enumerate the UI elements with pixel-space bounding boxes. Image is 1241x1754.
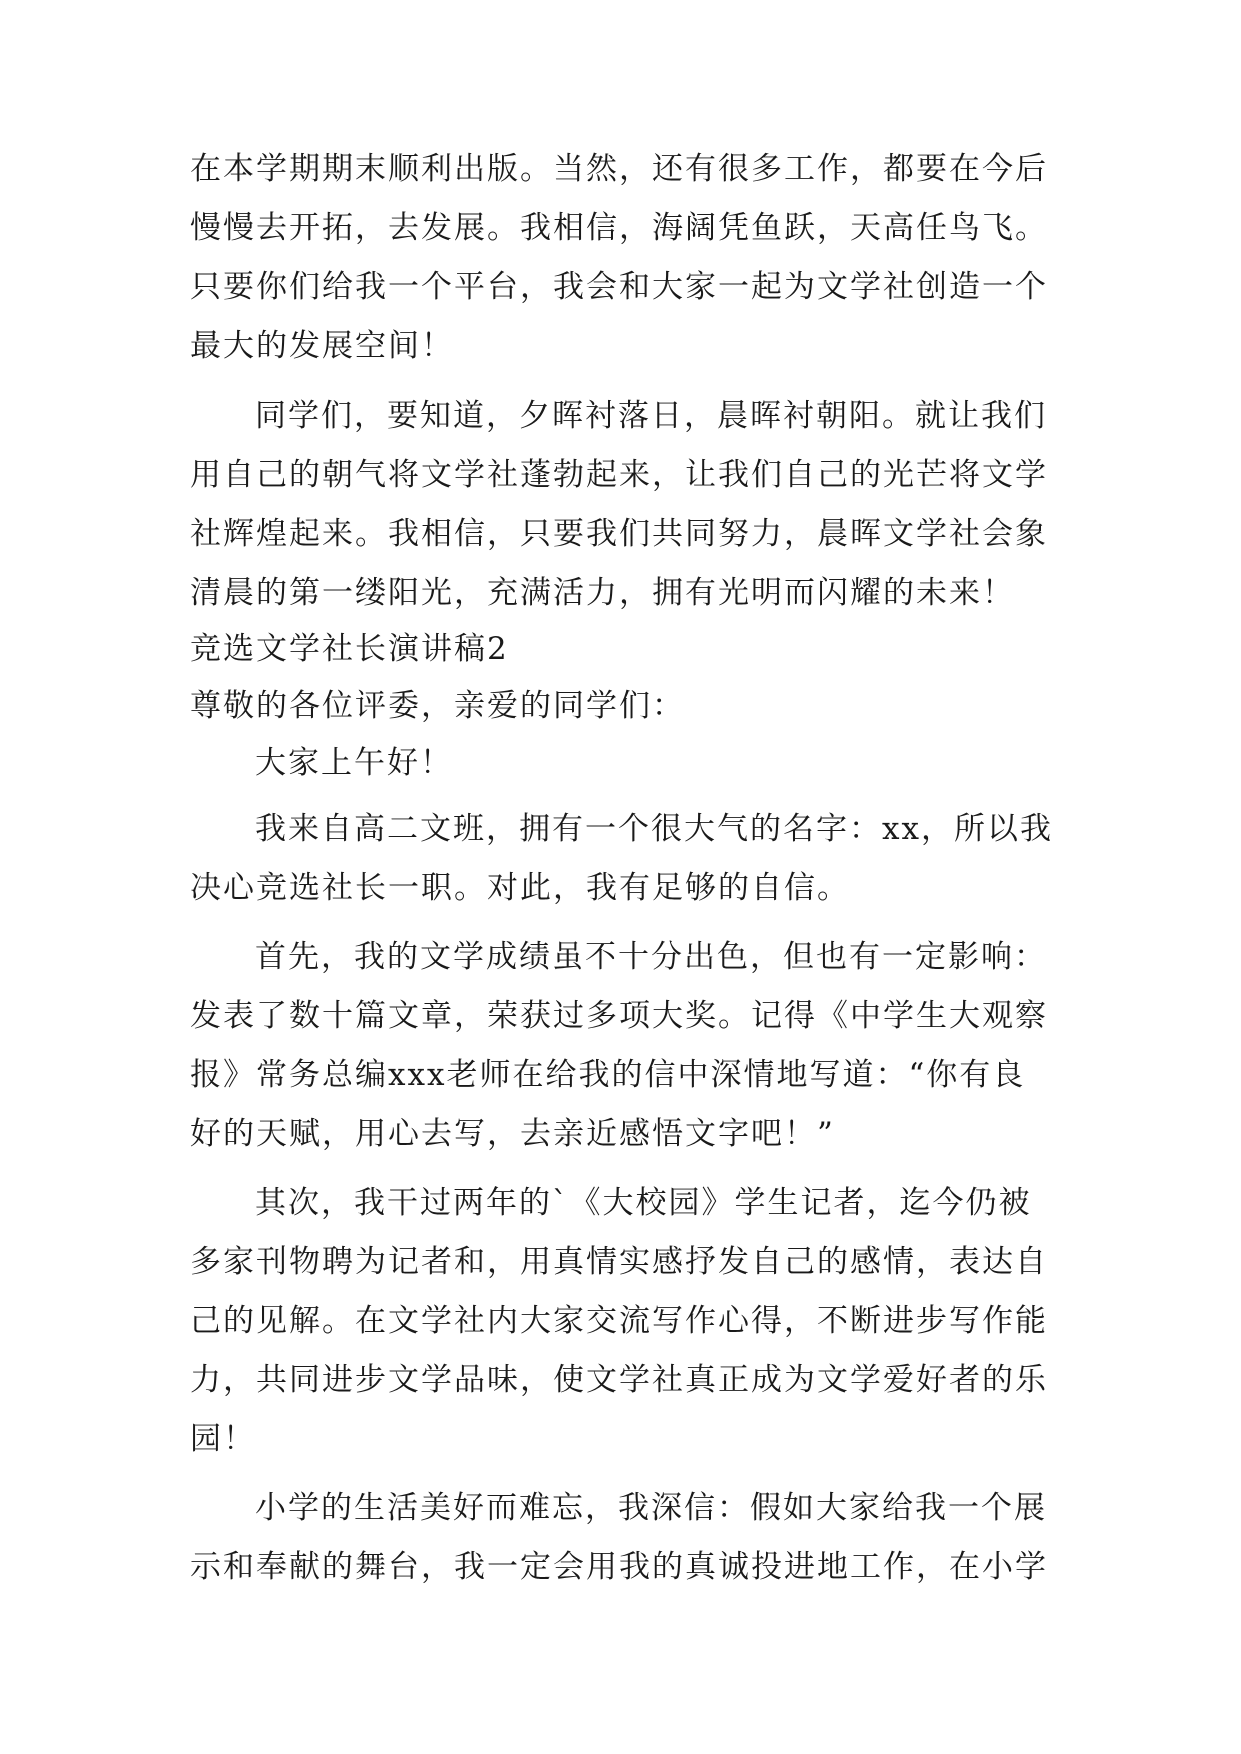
paragraph-start-line: 首先，我的文学成绩虽不十分出色，但也有一定影响： <box>255 939 1047 975</box>
text-line: 力，共同进步文学品味，使文学社真正成为文学爱好者的乐 <box>190 1362 1048 1398</box>
text-line: 发表了数十篇文章，荣获过多项大奖。记得《中学生大观察 <box>190 998 1048 1034</box>
text-line: 多家刊物聘为记者和，用真情实感抒发自己的感情，表达自 <box>190 1244 1048 1280</box>
text-line: 只要你们给我一个平台，我会和大家一起为文学社创造一个 <box>190 269 1048 305</box>
text-line: 园！ <box>190 1421 256 1457</box>
text-line: 报》常务总编xxx老师在给我的信中深情地写道：“你有良 <box>190 1057 1026 1093</box>
greeting: 大家上午好！ <box>255 745 453 781</box>
paragraph-start-line: 我来自高二文班，拥有一个很大气的名字：xx，所以我 <box>255 811 1053 847</box>
text-line: 示和奉献的舞台，我一定会用我的真诚投进地工作，在小学 <box>190 1549 1048 1585</box>
text-line: 清晨的第一缕阳光，充满活力，拥有光明而闪耀的未来！ <box>190 575 1015 611</box>
section-title: 竞选文学社长演讲稿2 <box>190 631 509 667</box>
text-line: 在本学期期末顺利出版。当然，还有很多工作，都要在今后 <box>190 151 1048 187</box>
salutation: 尊敬的各位评委，亲爱的同学们： <box>190 688 685 724</box>
text-line: 最大的发展空间！ <box>190 328 454 364</box>
paragraph-start-line: 小学的生活美好而难忘，我深信：假如大家给我一个展 <box>255 1490 1047 1526</box>
text-line: 己的见解。在文学社内大家交流写作心得，不断进步写作能 <box>190 1303 1048 1339</box>
text-line: 决心竞选社长一职。对此，我有足够的自信。 <box>190 870 850 906</box>
text-line: 用自己的朝气将文学社蓬勃起来，让我们自己的光芒将文学 <box>190 457 1048 493</box>
text-line: 社辉煌起来。我相信，只要我们共同努力，晨晖文学社会象 <box>190 516 1048 552</box>
paragraph-start-line: 同学们，要知道，夕晖衬落日，晨晖衬朝阳。就让我们 <box>255 398 1047 434</box>
paragraph-start-line: 其次，我干过两年的`《大校园》学生记者，迄今仍被 <box>255 1185 1032 1221</box>
text-line: 慢慢去开拓，去发展。我相信，海阔凭鱼跃，天高任鸟飞。 <box>190 210 1048 246</box>
text-line: 好的天赋，用心去写，去亲近感悟文字吧！” <box>190 1116 835 1152</box>
